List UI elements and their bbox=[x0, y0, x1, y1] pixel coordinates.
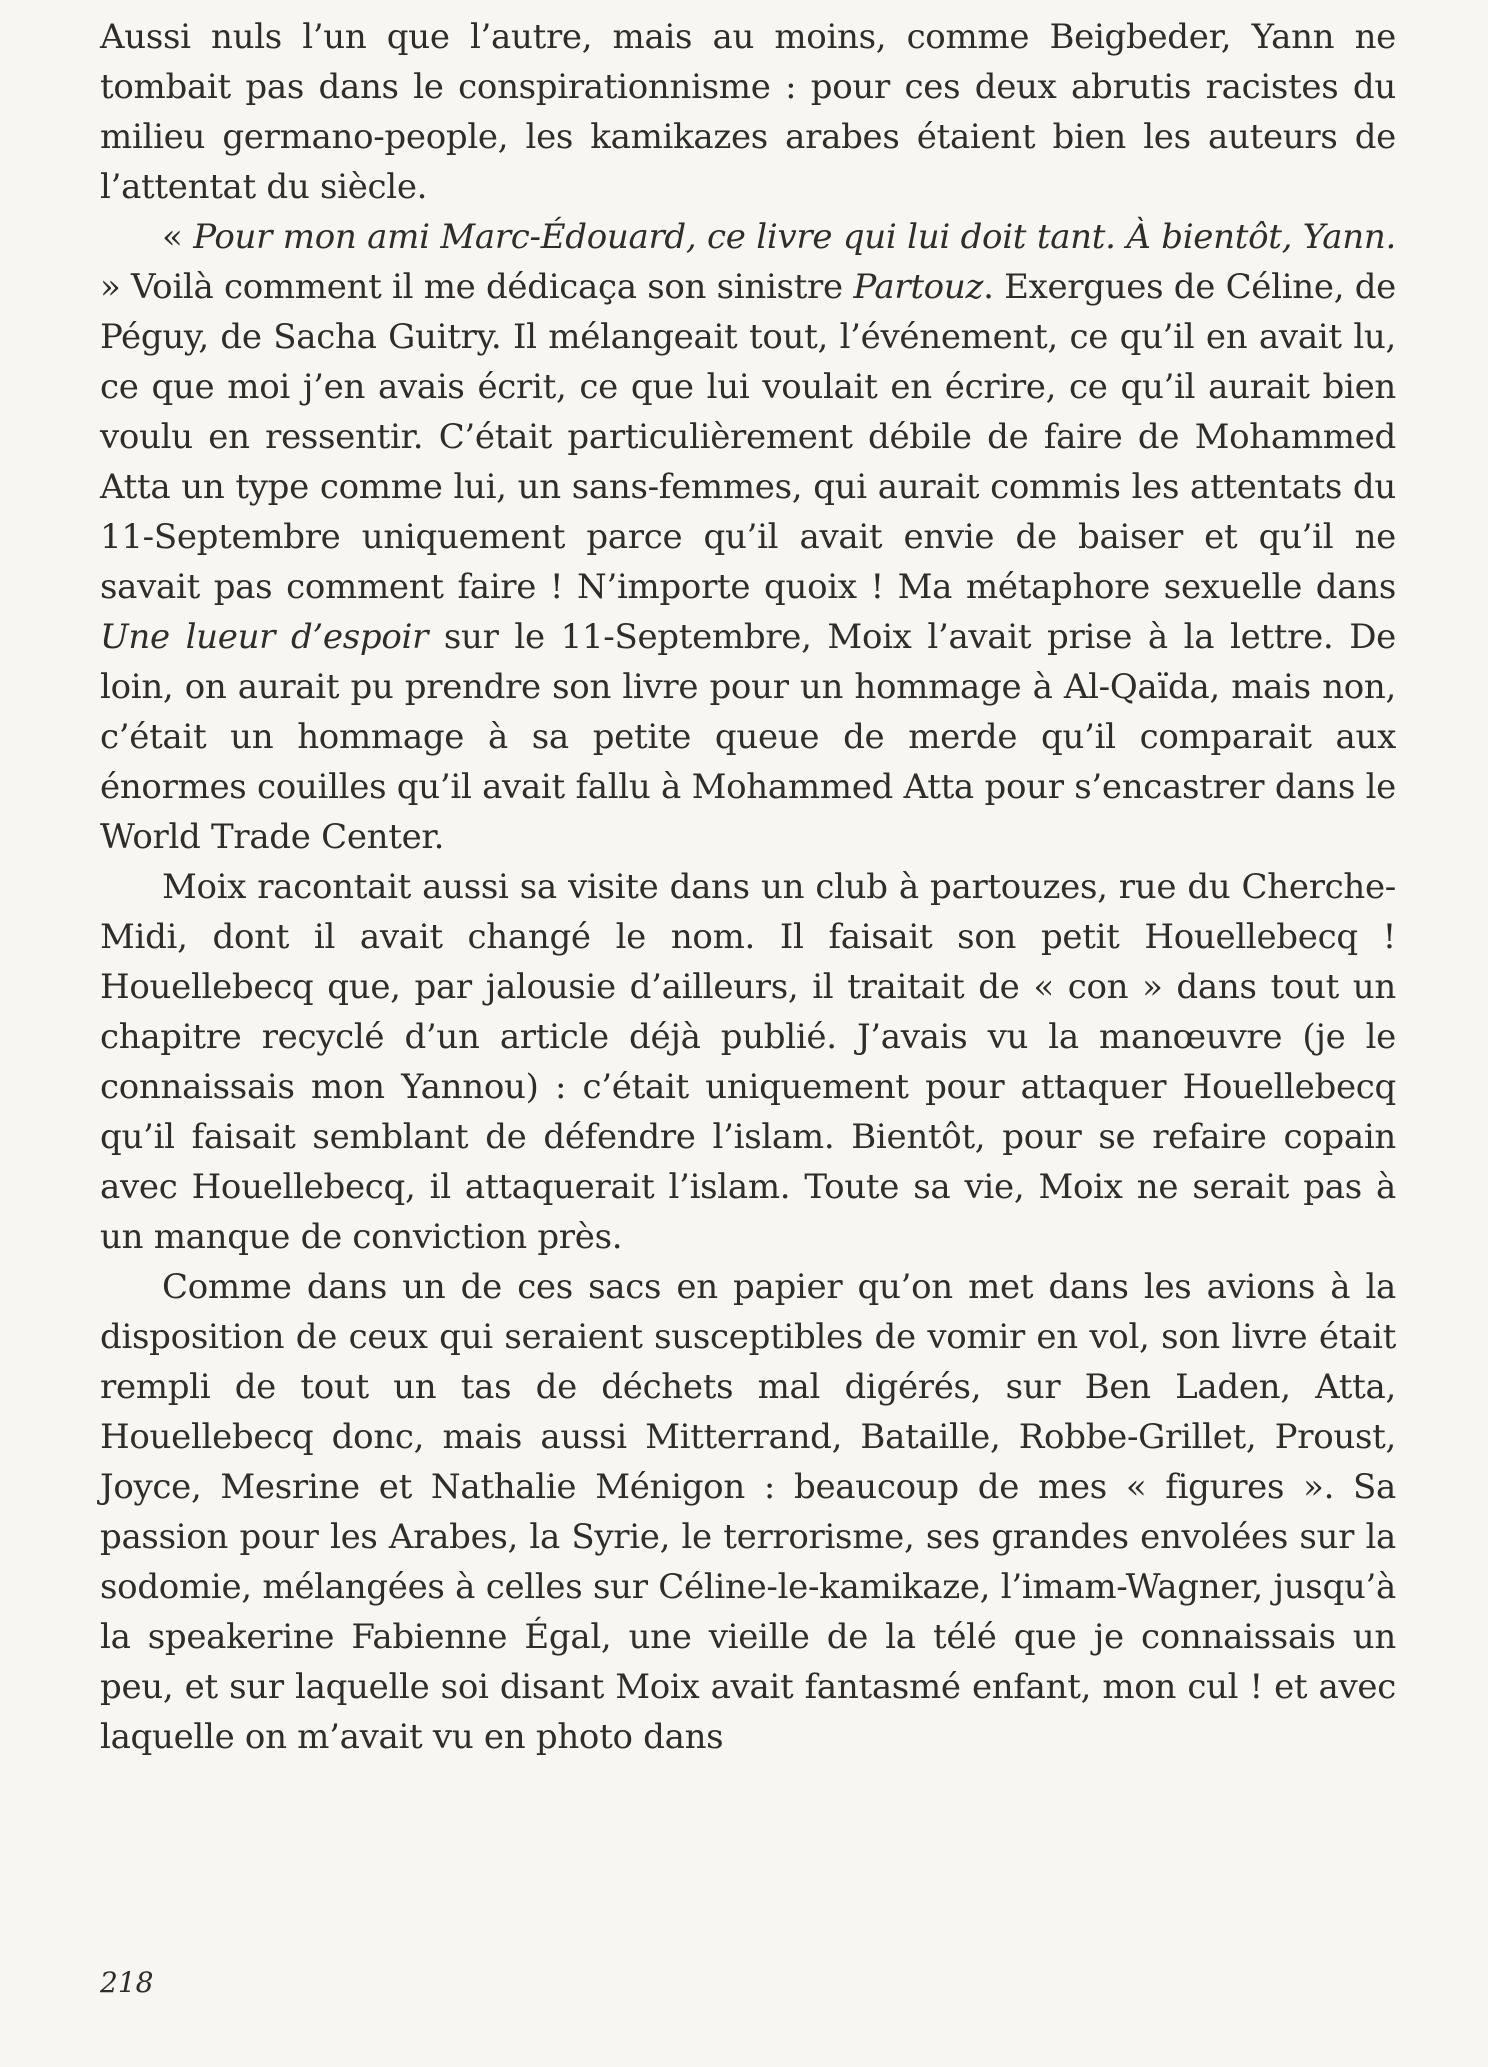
body-text bbox=[100, 12, 1396, 1762]
p2-seg-4: . Exergues de Céline, de Péguy, de Sacha Guitry. Il mélangeait tout, l’événement, ce qu’il en avait lu, ce que moi j’en avais écrit, ce que lui voulait en écrire, ce qu’il aurait bien voulu en ressentir. C’était particulièrement débile de faire de Mohammed Atta un type comme lui, un sans-femmes, qui aurait commis les attentats du 11-Septembre uniquement parce qu’il avait envie de baiser et qu’il ne savait pas comment faire ! N’importe quoix ! Ma métaphore sexuelle dans bbox=[100, 267, 1396, 607]
paragraph-2 bbox=[100, 212, 1396, 862]
paragraph-3 bbox=[100, 862, 1396, 1262]
p2-seg-2: » Voilà comment il me dédicaça son sinistre bbox=[100, 267, 854, 307]
page-number: 218 bbox=[100, 1966, 154, 1999]
p1-seg-0: Aussi nuls l’un que l’autre, mais au moins, comme Beigbeder, Yann ne tombait pas dans le conspirationnisme : pour ces deux abrutis racistes du milieu germano-people, les kamikazes arabes étaient bien les auteurs de l’attentat du siècle. bbox=[100, 17, 1396, 207]
paragraph-4 bbox=[100, 1262, 1396, 1762]
p2-book-title-lueur: Une lueur d’espoir bbox=[100, 617, 429, 657]
p4-seg-0: Comme dans un de ces sacs en papier qu’on met dans les avions à la disposition de ceux qui seraient susceptibles de vomir en vol, son livre était rempli de tout un tas de déchets mal digérés, sur Ben Laden, Atta, Houellebecq donc, mais aussi Mitterrand, Bataille, Robbe-Grillet, Proust, Joyce, Mesrine et Nathalie Ménigon : beaucoup de mes « figures ». Sa passion pour les Arabes, la Syrie, le terrorisme, ses grandes envolées sur la sodomie, mélangées à celles sur Céline-le-kamikaze, l’imam-Wagner, jusqu’à la speakerine Fabienne Égal, une vieille de la télé que je connaissais un peu, et sur laquelle soi disant Moix avait fantasmé enfant, mon cul ! et avec laquelle on m’avait vu en photo dans bbox=[100, 1267, 1396, 1757]
p2-seg-0: « bbox=[162, 217, 194, 257]
p2-book-title-partouz: Partouz bbox=[853, 267, 984, 307]
book-page bbox=[100, 12, 1396, 1762]
p2-dedication: Pour mon ami Marc-Édouard, ce livre qui lui doit tant. À bientôt, Yann. bbox=[193, 217, 1396, 257]
paragraph-1 bbox=[100, 12, 1396, 212]
p3-seg-0: Moix racontait aussi sa visite dans un club à partouzes, rue du Cherche-Midi, dont il avait changé le nom. Il faisait son petit Houellebecq ! Houellebecq que, par jalousie d’ailleurs, il traitait de « con » dans tout un chapitre recyclé d’un article déjà publié. J’avais vu la manœuvre (je le connaissais mon Yannou) : c’était uniquement pour attaquer Houellebecq qu’il faisait semblant de défendre l’islam. Bientôt, pour se refaire copain avec Houellebecq, il attaquerait l’islam. Toute sa vie, Moix ne serait pas à un manque de conviction près. bbox=[100, 867, 1396, 1257]
p2-seg-6: sur le 11-Septembre, Moix l’avait prise à la lettre. De loin, on aurait pu prendre son livre pour un hommage à Al-Qaïda, mais non, c’était un hommage à sa petite queue de merde qu’il comparait aux énormes couilles qu’il avait fallu à Mohammed Atta pour s’encastrer dans le World Trade Center. bbox=[100, 617, 1396, 857]
